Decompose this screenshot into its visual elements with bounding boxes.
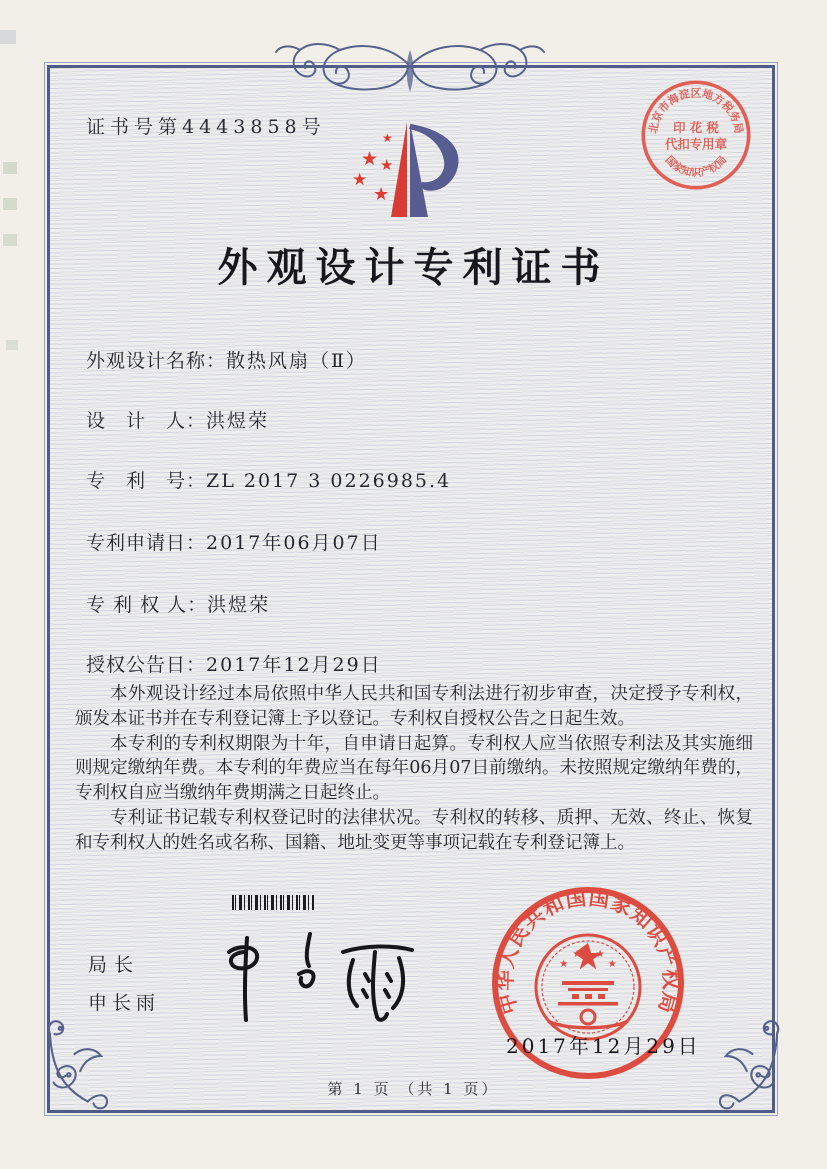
field-value: 2017年06月07日: [206, 532, 382, 554]
sipo-logo-mark: [352, 120, 472, 220]
star-icon: ★: [361, 148, 379, 170]
seal-date: 2017年12月29日: [506, 1034, 701, 1058]
scan-artifact: [3, 162, 17, 174]
svg-text:国家知识产权局: [663, 153, 730, 179]
scan-artifact: [3, 198, 17, 210]
field-designer: [86, 406, 269, 433]
director-signature: [215, 922, 425, 1027]
body-paragraph: 本专利的专利权期限为十年，自申请日起算。专利权人应当依照专利法及其实施细则规定缴纳年费。本专利的年费应当在每年06月07日前缴纳。未按照规定缴纳年费的，专利权自应当缴纳年费期满之日起终止。: [75, 733, 753, 804]
field-value: 散热风扇（Ⅱ）: [226, 350, 367, 372]
scan-artifact: [0, 30, 16, 44]
field-filing-date: [86, 528, 382, 555]
field-value: 洪煜荣: [206, 410, 270, 432]
director-title: 局长: [88, 954, 141, 976]
star-icon: ★: [380, 156, 394, 174]
star-icon: ★: [373, 184, 390, 205]
certificate-body: [75, 682, 753, 856]
director-name: 申长雨: [88, 992, 161, 1014]
tax-stamp-arc-top: 北京市海淀区地方税务局: [646, 86, 746, 135]
body-paragraph: 本外观设计经过本局依照中华人民共和国专利法进行初步审查，决定授予专利权，颁发本证书并在专利登记簿上予以登记。专利权自授权公告之日起生效。: [75, 684, 753, 729]
tax-stamp-line1: 印 花 税: [673, 119, 719, 135]
field-grant-date: [86, 650, 382, 677]
field-patent-number: [86, 466, 451, 493]
stamp-tax-seal: [634, 73, 758, 197]
page-number-footer: 第 1 页 （共 1 页）: [327, 1080, 500, 1098]
field-label: 设 计 人：: [86, 410, 207, 432]
field-label: 授权公告日：: [86, 654, 207, 676]
field-label: 专 利 号：: [86, 470, 207, 492]
scan-artifact: [6, 340, 18, 350]
top-border-ornament: [270, 38, 550, 98]
field-value: 2017年12月29日: [206, 654, 382, 676]
field-label: 外观设计名称：: [86, 350, 227, 372]
national-emblem: [536, 935, 640, 1039]
field-value: ZL 2017 3 0226985.4: [206, 470, 452, 492]
certificate-title: 外观设计专利证书: [217, 244, 610, 291]
field-patentee: [86, 590, 270, 617]
field-label: 专利申请日：: [86, 532, 207, 554]
body-paragraph: 专利证书记载专利权登记时的法律状况。专利权的转移、质押、无效、终止、恢复和专利权人的姓名或名称、国籍、地址变更等事项记载在专利登记簿上。: [75, 807, 753, 853]
tax-stamp-line2: 代扣专用章: [665, 136, 727, 152]
official-seal-arc-text: 中华人民共和国国家知识产权局: [492, 885, 684, 1017]
field-value: 洪煜荣: [207, 594, 271, 616]
barcode: [232, 895, 314, 910]
sipo-logo: [352, 120, 472, 220]
tax-stamp-arc-bottom: 国家知识产权局: [662, 153, 730, 179]
field-label: 专 利 权 人：: [86, 594, 208, 616]
certificate-number: 证书号第4443858号: [86, 116, 326, 138]
star-icon: ★: [382, 131, 393, 145]
field-design-name: [86, 346, 367, 373]
star-icon: ★: [352, 170, 368, 190]
